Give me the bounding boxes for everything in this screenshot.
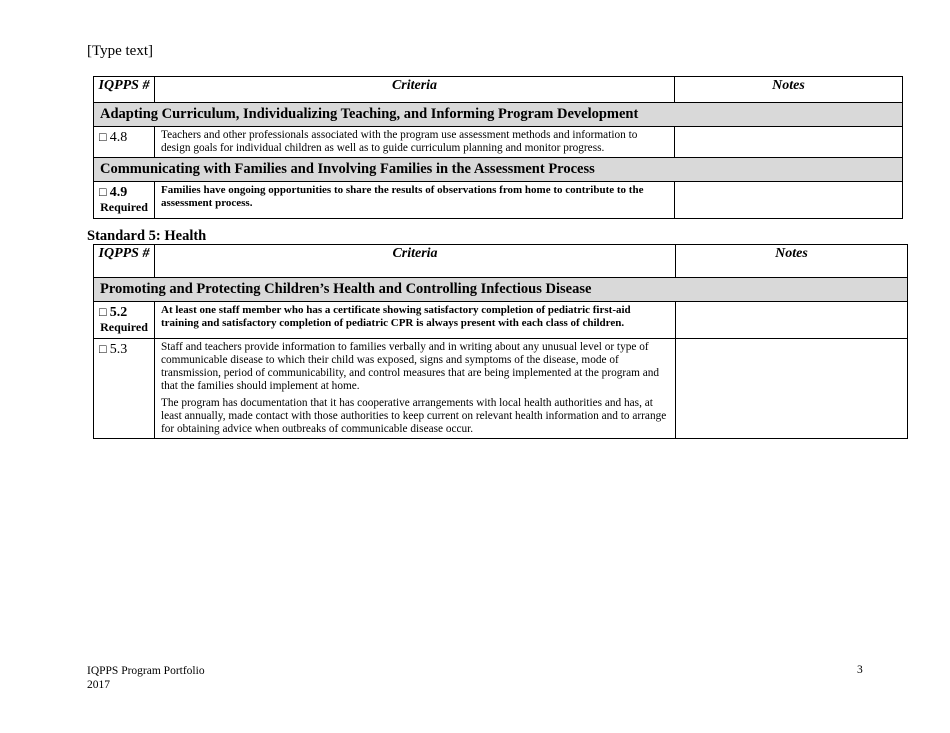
criterion-number: 5.2: [109, 305, 128, 320]
criterion-id-5-2: [94, 302, 155, 339]
criterion-id-4-8: [94, 127, 155, 158]
table-row: [94, 182, 903, 219]
criterion-number: 4.9: [109, 185, 128, 200]
criterion-paragraph: The program has documentation that it has cooperative arrangements with local health authorities and has, at least annually, made contact with those authorities to keep current on relevant health information and to arrange for obtaining advice when outbreaks of communicable disease occur.: [161, 397, 667, 435]
footer-title: IQPPS Program Portfolio: [87, 665, 205, 677]
col-header-notes: Notes: [676, 245, 908, 278]
checkbox-icon[interactable]: □: [99, 342, 107, 356]
footer-year: 2017: [87, 679, 110, 691]
notes-cell[interactable]: [676, 302, 908, 339]
criterion-text: [155, 339, 676, 439]
criterion-number: 5.3: [109, 342, 128, 357]
table-standard-5: [93, 244, 908, 439]
criterion-text: At least one staff member who has a certificate showing satisfactory completion of pediatric first-aid training and satisfactory completion of pediatric CPR is always present with each class of children.: [155, 302, 676, 339]
criterion-paragraph: Staff and teachers provide information to families verbally and in writing about any unusual level or type of communicable disease to which their child was exposed, signs and symptoms of the disease, mode of transmission, period of communicability, and control measures that are being implemented at the program and that the families should implement at home.: [161, 341, 660, 392]
notes-cell[interactable]: [676, 339, 908, 439]
criterion-number: 4.8: [109, 130, 128, 145]
table-row: [94, 339, 908, 439]
checkbox-icon[interactable]: □: [99, 185, 107, 199]
criterion-text: Families have ongoing opportunities to share the results of observations from home to contribute to the assessment process.: [155, 182, 675, 219]
checkbox-icon[interactable]: □: [99, 305, 107, 319]
required-label: Required: [100, 200, 148, 214]
table-row: [94, 302, 908, 339]
section-band-curriculum: Adapting Curriculum, Individualizing Teaching, and Informing Program Development: [94, 103, 903, 127]
col-header-notes: Notes: [675, 77, 903, 103]
criterion-id-5-3: [94, 339, 155, 439]
table-header-row: [94, 245, 908, 278]
section-band-row: [94, 103, 903, 127]
header-placeholder-text: [Type text]: [87, 43, 154, 59]
section-band-row: [94, 158, 903, 182]
col-header-criteria: Criteria: [155, 245, 676, 278]
table-header-row: [94, 77, 903, 103]
section-band-row: [94, 278, 908, 302]
section-band-families: Communicating with Families and Involving Families in the Assessment Process: [94, 158, 903, 182]
col-header-id: IQPPS #: [94, 245, 155, 278]
checkbox-icon[interactable]: □: [99, 130, 107, 144]
notes-cell[interactable]: [675, 182, 903, 219]
standard-title: Standard 5: Health: [87, 228, 207, 244]
criterion-text: Teachers and other professionals associated with the program use assessment methods and information to design goals for individual children as well as to guide curriculum planning and monitor progress.: [155, 127, 675, 158]
required-label: Required: [100, 320, 148, 334]
criterion-id-4-9: [94, 182, 155, 219]
footer-left: [87, 664, 205, 692]
notes-cell[interactable]: [675, 127, 903, 158]
table-row: [94, 127, 903, 158]
section-band-health: Promoting and Protecting Children’s Health and Controlling Infectious Disease: [94, 278, 908, 302]
page-number: 3: [857, 664, 863, 676]
col-header-id: IQPPS #: [94, 77, 155, 103]
table-standard-4: [93, 76, 903, 219]
col-header-criteria: Criteria: [155, 77, 675, 103]
